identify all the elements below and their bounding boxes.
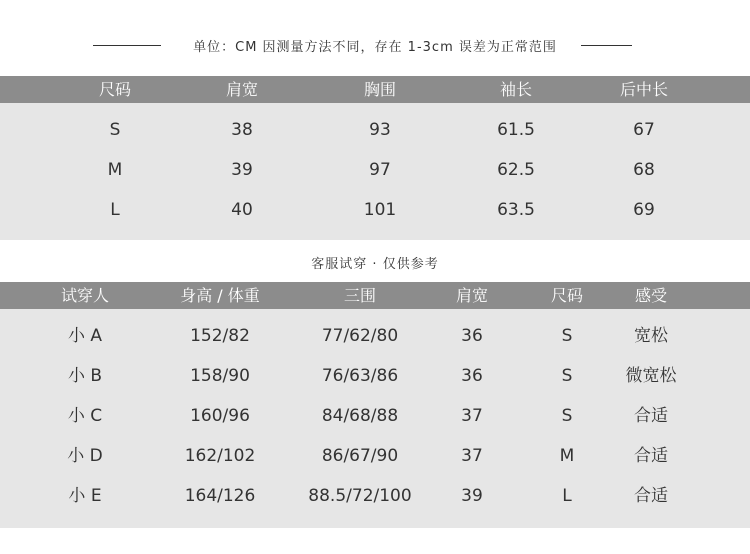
- size-table-cell: 69: [633, 200, 655, 220]
- size-table-cell: 40: [231, 200, 253, 220]
- fitting-table-cell: 宽松: [634, 326, 668, 346]
- note-divider-right: [581, 45, 632, 46]
- fitting-table-cell: 小 B: [67, 366, 103, 386]
- fitting-table-cell: 76/63/86: [321, 366, 399, 386]
- size-table-header-cell: 尺码: [98, 80, 131, 99]
- table-row: [0, 482, 750, 510]
- size-table-header-cell: 胸围: [363, 80, 396, 99]
- fitting-table-cell: S: [561, 326, 573, 346]
- size-table-cell: 38: [231, 120, 253, 140]
- size-table-cell: 68: [633, 160, 655, 180]
- size-table-header-cell: 后中长: [619, 80, 668, 99]
- table-row: [0, 322, 750, 350]
- fitting-table-cell: 小 D: [67, 446, 103, 466]
- fitting-table-cell: M: [559, 446, 575, 466]
- fitting-table-cell: 84/68/88: [321, 406, 399, 426]
- fitting-caption: 客服试穿 · 仅供参考: [311, 257, 439, 272]
- fitting-table-cell: 37: [461, 406, 483, 426]
- table-row: [0, 442, 750, 470]
- size-table-cell: 67: [633, 120, 655, 140]
- fitting-table-cell: 小 E: [68, 486, 102, 506]
- fitting-table-cell: 合适: [634, 406, 668, 426]
- size-table-cell: 101: [363, 200, 397, 220]
- fitting-table: [0, 282, 750, 528]
- fitting-table-header: [0, 282, 750, 309]
- fitting-table-header-cell: 三围: [343, 286, 376, 305]
- fitting-table-cell: 合适: [634, 446, 668, 466]
- table-row: [0, 156, 750, 184]
- size-table-cell: 61.5: [497, 120, 535, 140]
- table-row: [0, 402, 750, 430]
- size-table-cell: 93: [369, 120, 391, 140]
- fitting-table-header-cell: 试穿人: [60, 286, 109, 305]
- fitting-table-cell: 77/62/80: [321, 326, 399, 346]
- fitting-table-cell: 36: [461, 326, 483, 346]
- size-table-header: [0, 76, 750, 103]
- size-table-cell: 39: [231, 160, 253, 180]
- fitting-table-header-cell: 身高 / 体重: [180, 286, 260, 305]
- size-table-cell: S: [109, 120, 121, 140]
- fitting-table-cell: 36: [461, 366, 483, 386]
- size-table-cell: M: [107, 160, 123, 180]
- fitting-table-cell: 152/82: [190, 326, 250, 346]
- size-table-cell: 63.5: [497, 200, 535, 220]
- fitting-table-cell: 88.5/72/100: [308, 486, 412, 506]
- fitting-table-cell: 158/90: [190, 366, 250, 386]
- fitting-table-cell: 164/126: [184, 486, 256, 506]
- fitting-table-cell: 86/67/90: [321, 446, 399, 466]
- fitting-table-cell: 162/102: [184, 446, 256, 466]
- size-table-header-cell: 袖长: [499, 80, 532, 99]
- measurement-note: [0, 30, 750, 60]
- size-table-cell: L: [110, 200, 120, 220]
- fitting-table-cell: 39: [461, 486, 483, 506]
- fitting-table-cell: 小 A: [67, 326, 103, 346]
- fitting-table-cell: 37: [461, 446, 483, 466]
- note-divider-left: [93, 45, 161, 46]
- fitting-table-cell: S: [561, 366, 573, 386]
- fitting-table-cell: S: [561, 406, 573, 426]
- size-table-cell: 97: [369, 160, 391, 180]
- fitting-table-header-cell: 尺码: [550, 286, 583, 305]
- fitting-table-cell: 微宽松: [625, 366, 677, 386]
- fitting-table-header-cell: 感受: [634, 286, 667, 305]
- size-table: [0, 76, 750, 240]
- table-row: [0, 116, 750, 144]
- note-text: 单位：CM 因测量方法不同，存在 1-3cm 误差为正常范围: [193, 40, 557, 55]
- fitting-table-cell: L: [562, 486, 572, 506]
- fitting-table-header-cell: 肩宽: [455, 286, 488, 305]
- fitting-table-cell: 小 C: [67, 406, 103, 426]
- size-table-cell: 62.5: [497, 160, 535, 180]
- fitting-table-cell: 合适: [634, 486, 668, 506]
- table-row: [0, 196, 750, 224]
- fitting-table-cell: 160/96: [190, 406, 250, 426]
- size-table-header-cell: 肩宽: [225, 80, 258, 99]
- table-row: [0, 362, 750, 390]
